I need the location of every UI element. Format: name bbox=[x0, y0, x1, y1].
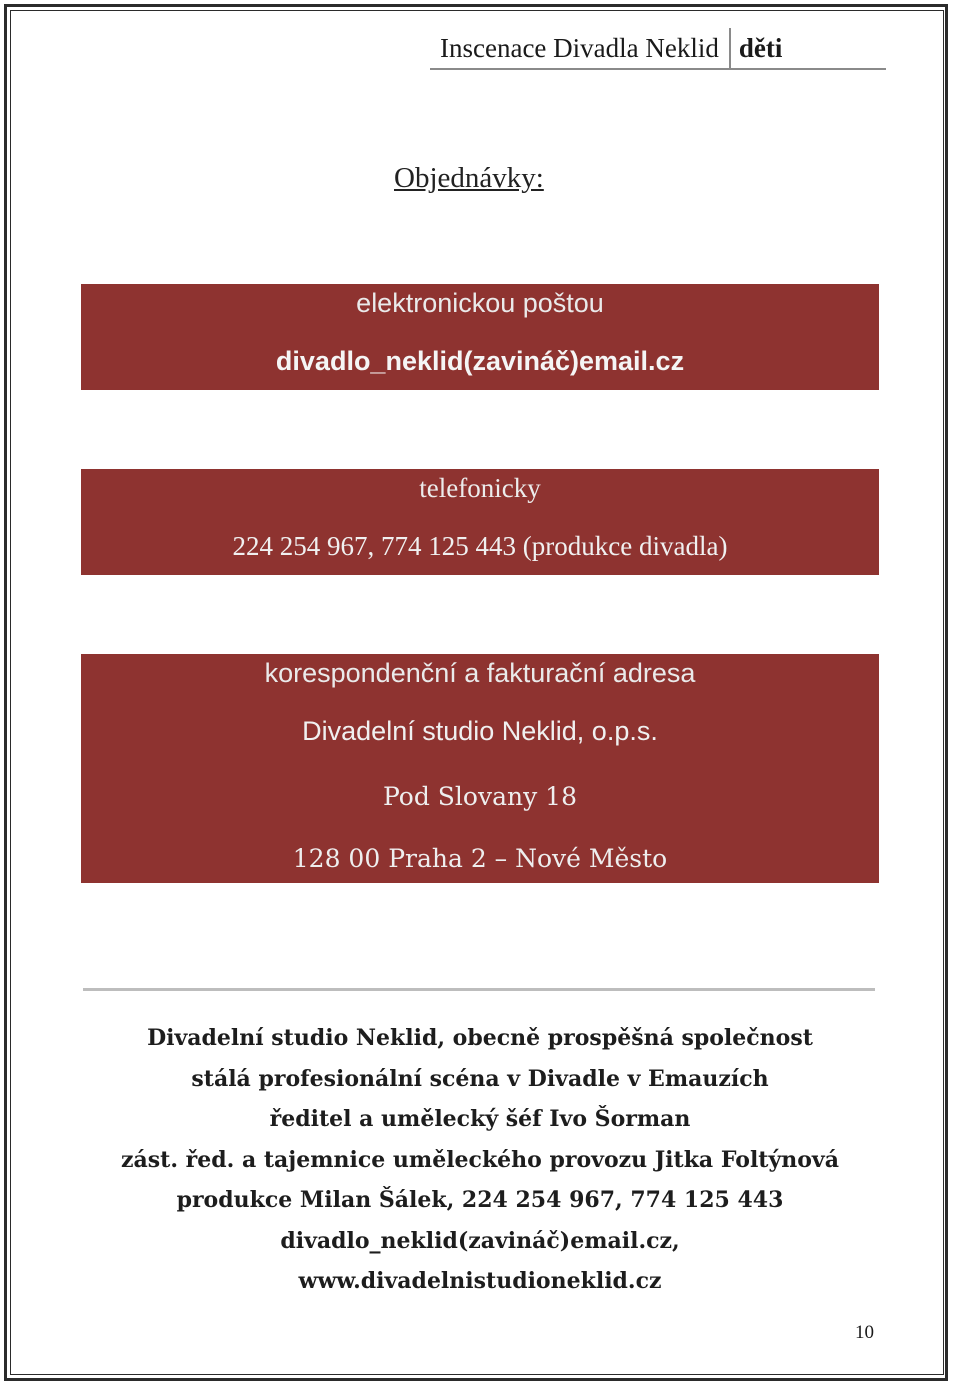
phone-value: 224 254 967, 774 125 443 (produkce divadla) bbox=[232, 531, 728, 561]
footer-divider bbox=[83, 988, 875, 991]
footer-line: zást. řed. a tajemnice uměleckého provozu Jitka Foltýnová bbox=[121, 1146, 839, 1173]
page-number: 10 bbox=[855, 1322, 874, 1343]
footer-line: www.divadelnistudioneklid.cz bbox=[298, 1268, 662, 1294]
footer-line: ředitel a umělecký šéf Ivo Šorman bbox=[269, 1106, 691, 1132]
address-box bbox=[81, 654, 879, 883]
phone-label: telefonicky bbox=[419, 473, 541, 503]
header-divider bbox=[729, 28, 731, 68]
address-name: Divadelní studio Neklid, o.p.s. bbox=[302, 716, 658, 746]
email-value: divadlo_neklid(zavináč)email.cz bbox=[275, 346, 685, 376]
address-street: Pod Slovany 18 bbox=[383, 782, 577, 811]
running-header bbox=[430, 28, 886, 70]
address-label: korespondenční a fakturační adresa bbox=[264, 658, 696, 688]
phone-box bbox=[81, 469, 879, 575]
page-title: Objednávky: bbox=[394, 162, 544, 194]
email-box bbox=[81, 284, 879, 390]
header-word: děti bbox=[738, 32, 783, 63]
address-city: 128 00 Praha 2 – Nové Město bbox=[292, 844, 668, 873]
footer-contact-block bbox=[82, 1018, 878, 1302]
footer-line: Divadelní studio Neklid, obecně prospěšná společnost bbox=[147, 1025, 813, 1051]
email-label: elektronickou poštou bbox=[356, 288, 604, 318]
footer-line: stálá profesionální scéna v Divadle v Emauzích bbox=[191, 1065, 769, 1092]
footer-line: produkce Milan Šálek, 224 254 967, 774 125 443 bbox=[176, 1187, 784, 1213]
header-title: Inscenace Divadla Neklid bbox=[440, 32, 719, 63]
footer-line: divadlo_neklid(zavináč)email.cz, bbox=[280, 1227, 680, 1254]
